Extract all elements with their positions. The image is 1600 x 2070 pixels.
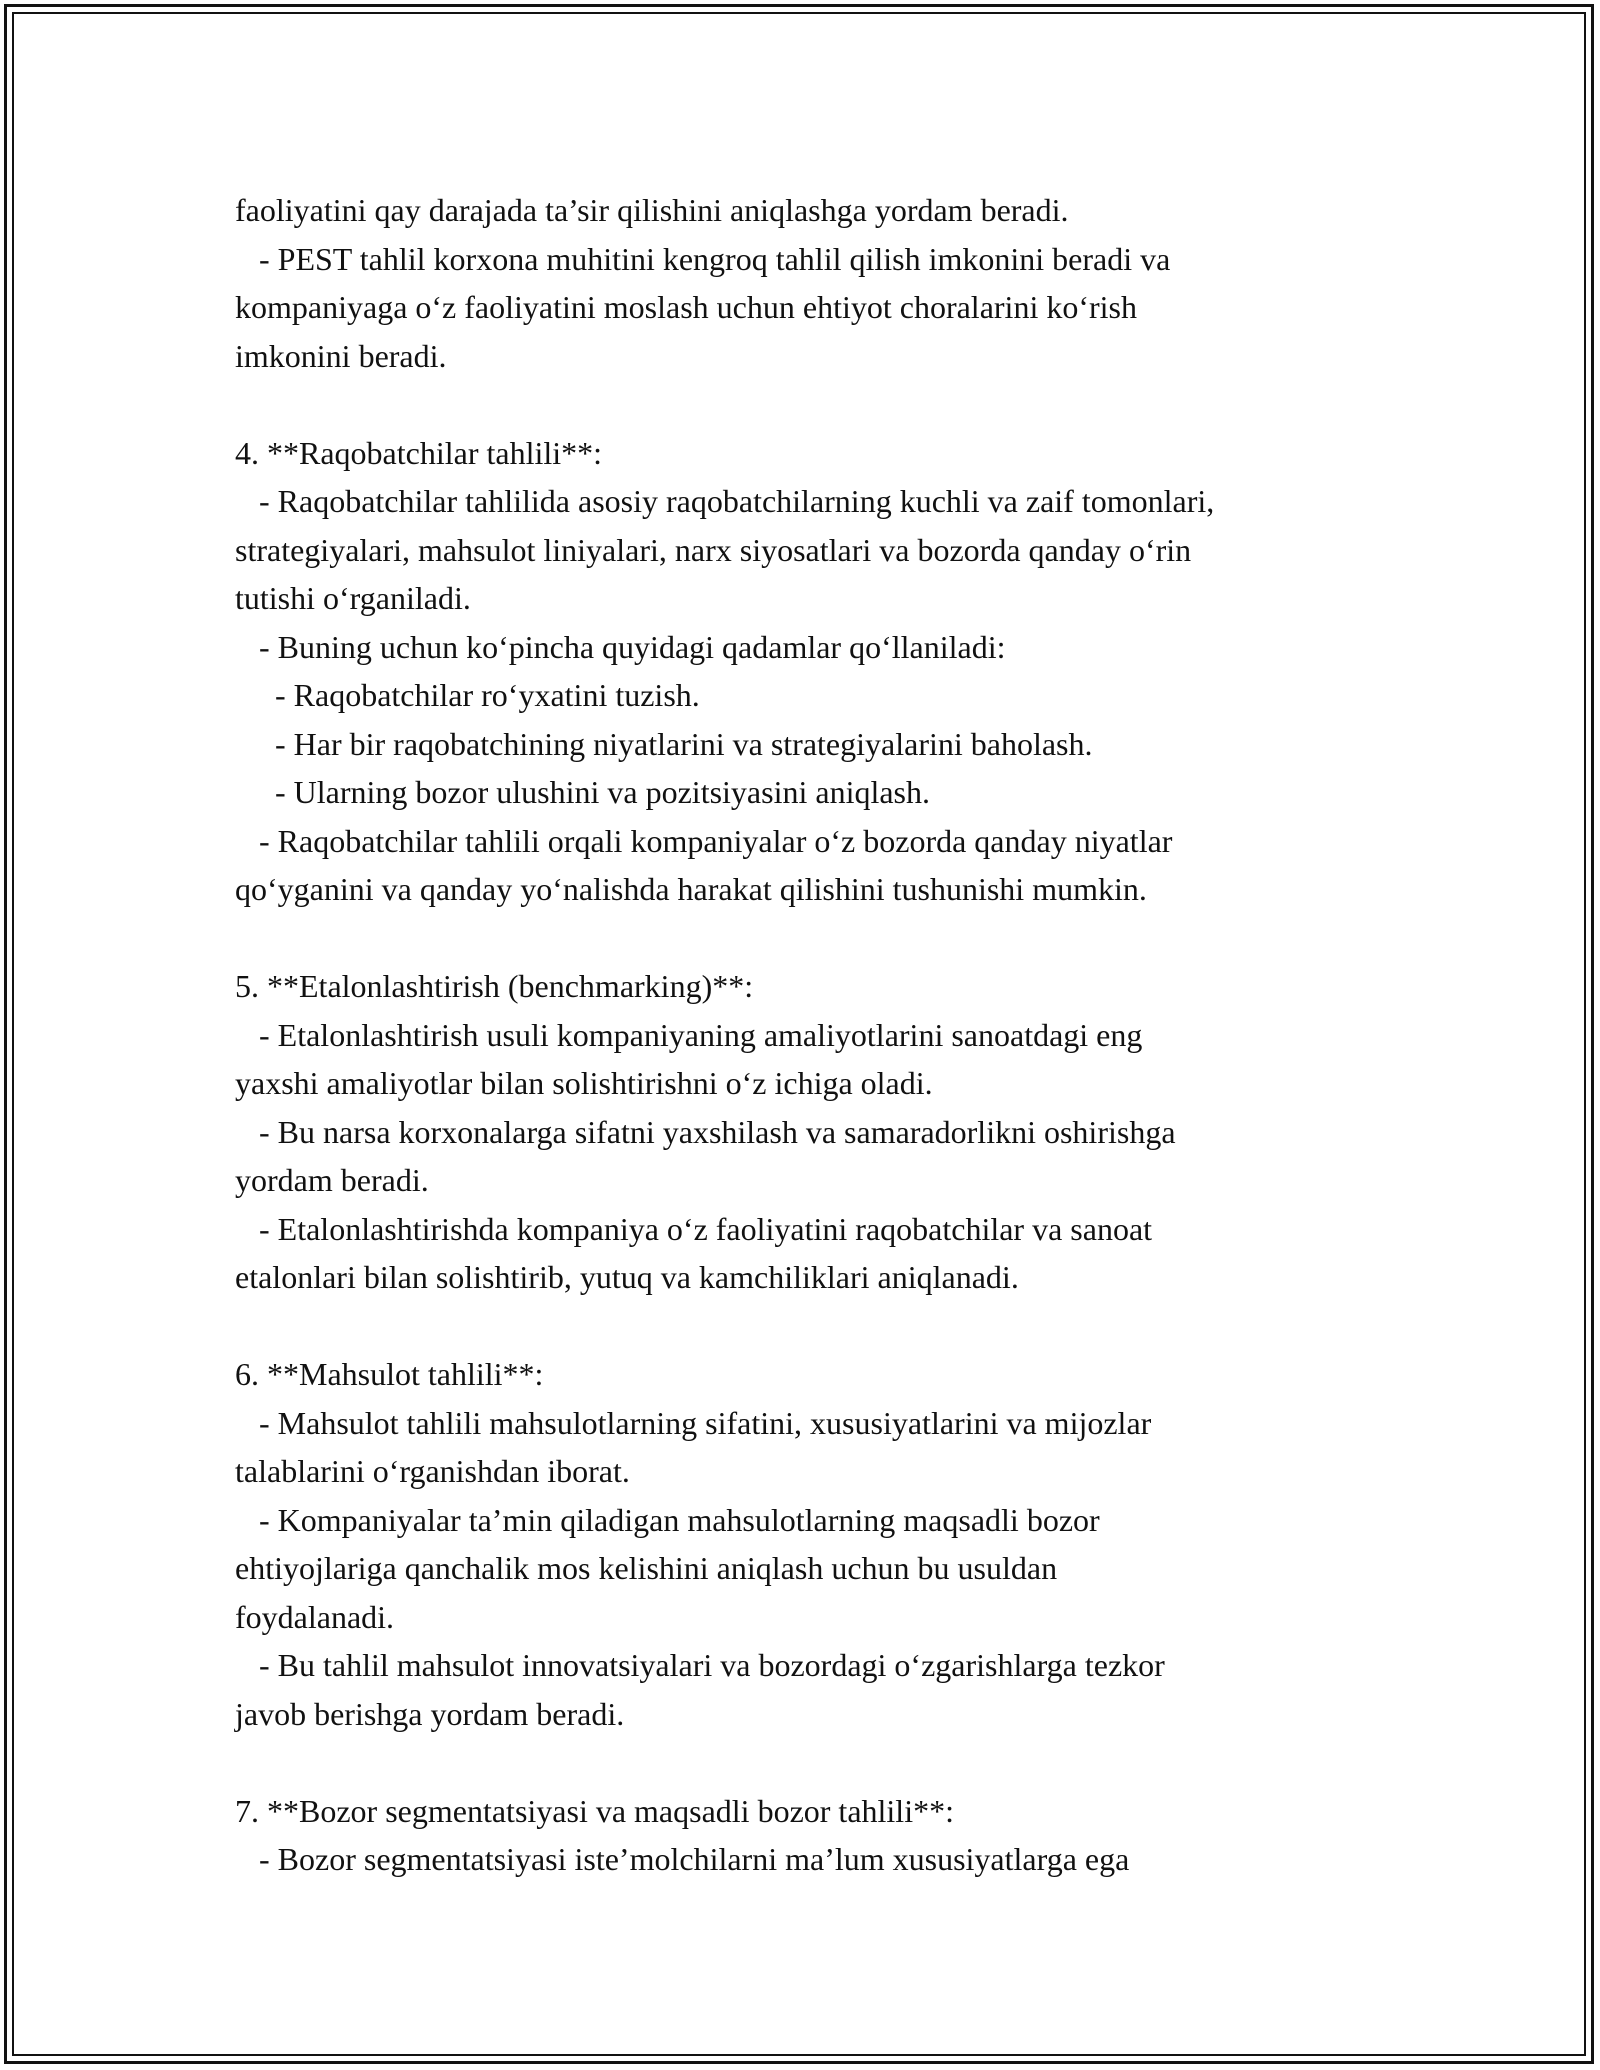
text-line: qo‘yganini va qanday yo‘nalishda harakat qilishini tushunishi mumkin. — [235, 871, 1147, 907]
text-line: imkonini beradi. — [235, 337, 447, 374]
text-line: - Raqobatchilar tahlilida asosiy raqobatchilarning kuchli va zaif tomonlari, — [235, 483, 1215, 519]
text-line: - Buning uchun ko‘pincha quyidagi qadamlar qo‘llaniladi: — [235, 628, 1006, 665]
text-line: yordam beradi. — [235, 1162, 429, 1198]
text-line: - Har bir raqobatchining niyatlarini va strategiyalarini baholash. — [235, 725, 1093, 762]
text-line: strategiyalari, mahsulot liniyalari, narx siyosatlari va bozorda qanday o‘rin — [235, 531, 1192, 568]
text-line: - PEST tahlil korxona muhitini kengroq tahlil qilish imkonini beradi va — [235, 240, 1171, 277]
blank-line — [235, 1738, 1415, 1787]
blank-line — [235, 914, 1415, 963]
blank-line — [235, 1302, 1415, 1351]
text-line: tutishi o‘rganiladi. — [235, 580, 471, 616]
section-heading-5: 5. **Etalonlashtirish (benchmarking)**: — [235, 968, 754, 1004]
text-line: - Etalonlashtirish usuli kompaniyaning amaliyotlarini sanoatdagi eng — [235, 1016, 1143, 1053]
text-line: kompaniyaga o‘z faoliyatini moslash uchun ehtiyot choralarini ko‘rish — [235, 289, 1137, 325]
text-line: javob berishga yordam beradi. — [235, 1695, 625, 1732]
text-line: - Bozor segmentatsiyasi iste’molchilarni ma’lum xususiyatlarga ega — [235, 1841, 1130, 1877]
text-line: - Etalonlashtirishda kompaniya o‘z faoliyatini raqobatchilar va sanoat — [235, 1210, 1153, 1247]
text-line: - Mahsulot tahlili mahsulotlarning sifatini, xususiyatlarini va mijozlar — [235, 1404, 1152, 1441]
text-line: faoliyatini qay darajada ta’sir qilishini aniqlashga yordam beradi. — [235, 192, 1069, 228]
text-line: talablarini o‘rganishdan iborat. — [235, 1453, 630, 1489]
text-line: - Bu tahlil mahsulot innovatsiyalari va bozordagi o‘zgarishlarga tezkor — [235, 1647, 1165, 1683]
text-line: - Ularning bozor ulushini va pozitsiyasini aniqlash. — [235, 774, 930, 810]
blank-line — [235, 380, 1415, 429]
text-line: - Kompaniyalar ta’min qiladigan mahsulotlarning maqsadli bozor — [235, 1501, 1100, 1538]
text-line: foydalanadi. — [235, 1598, 395, 1635]
text-line: - Raqobatchilar ro‘yxatini tuzish. — [235, 677, 700, 713]
section-heading-6: 6. **Mahsulot tahlili**: — [235, 1356, 544, 1392]
text-line: ehtiyojlariga qanchalik mos kelishini aniqlash uchun bu usuldan — [235, 1550, 1058, 1586]
text-line: - Raqobatchilar tahlili orqali kompaniyalar o‘z bozorda qanday niyatlar — [235, 822, 1173, 859]
text-line: - Bu narsa korxonalarga sifatni yaxshilash va samaradorlikni oshirishga — [235, 1113, 1176, 1150]
section-heading-4: 4. **Raqobatchilar tahlili**: — [235, 434, 603, 471]
document-body — [235, 186, 1415, 1884]
text-line: yaxshi amaliyotlar bilan solishtirishni o‘z ichiga oladi. — [235, 1065, 933, 1101]
text-line: etalonlari bilan solishtirib, yutuq va kamchiliklari aniqlanadi. — [235, 1259, 1019, 1295]
section-heading-7: 7. **Bozor segmentatsiyasi va maqsadli bozor tahlili**: — [235, 1792, 954, 1829]
